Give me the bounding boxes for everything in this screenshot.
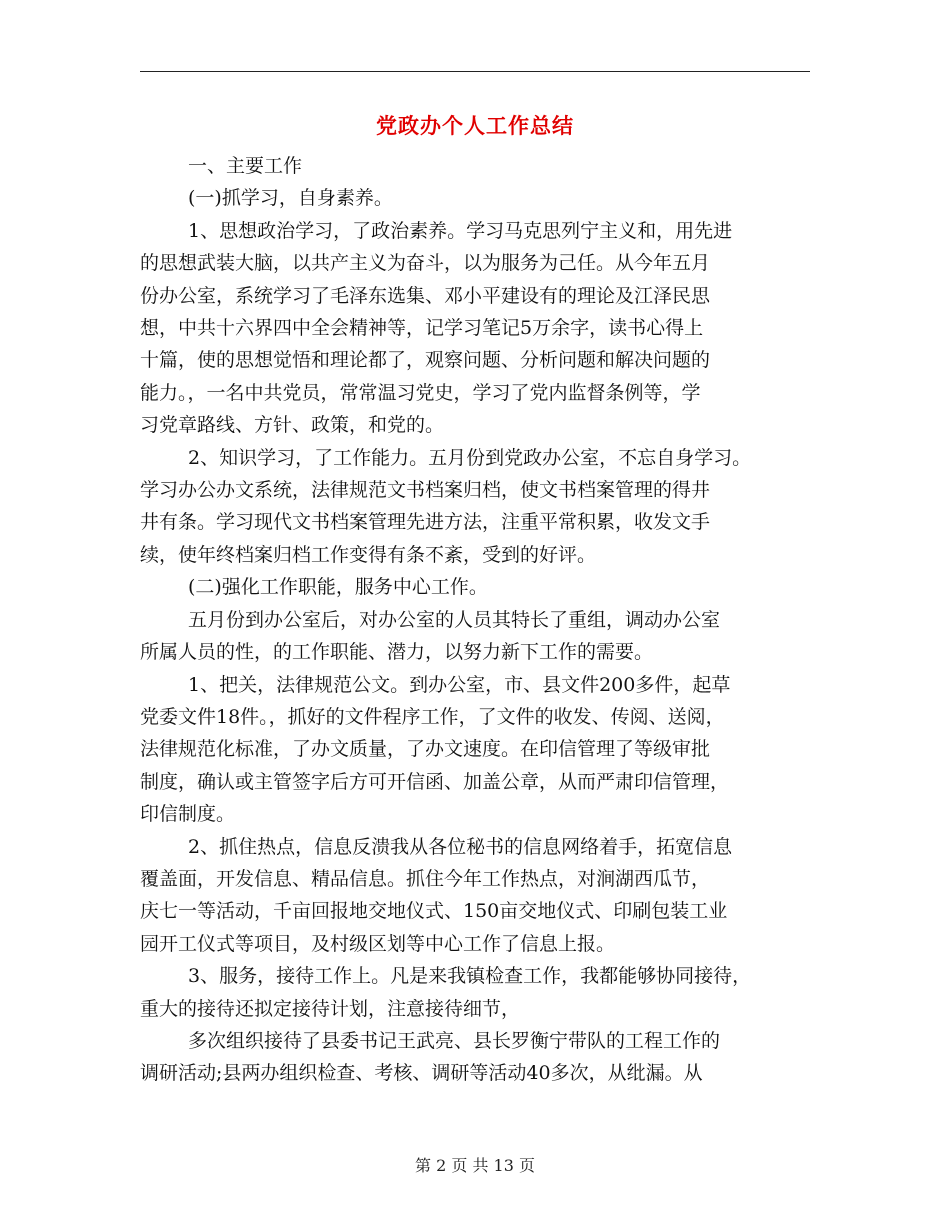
text-line: 印信制度。 — [140, 803, 236, 826]
text-line: 党委文件18件。，抓好的文件程序工作，了文件的收发、传阅、送阅， — [140, 705, 725, 728]
header-rule — [140, 71, 810, 72]
text-line: 调研活动;县两办组织检查、考核、调研等活动40多次，从纰漏。从 — [140, 1062, 703, 1085]
document-body — [140, 150, 820, 1090]
text-line: (二)强化工作职能，服务中心工作。 — [188, 576, 488, 599]
text-line: 1、把关，法律规范公文。到办公室，市、县文件200多件，起草 — [188, 673, 731, 696]
text-line: 2、知识学习，了工作能力。五月份到党政办公室，不忘自身学习。 — [188, 446, 752, 469]
text-line: 份办公室，系统学习了毛泽东选集、邓小平建设有的理论及江泽民思 — [140, 284, 711, 307]
text-line: (一)抓学习，自身素养。 — [188, 187, 393, 210]
text-line: 多次组织接待了县委书记王武亮、县长罗衡宁带队的工程工作的 — [188, 1029, 721, 1052]
text-line: 2、抓住热点，信息反溃我从各位秘书的信息网络着手，拓宽信息 — [188, 835, 733, 858]
text-line: 习党章路线、方针、政策，和党的。 — [140, 414, 445, 437]
text-line: 覆盖面，开发信息、精品信息。抓住今年工作热点，对涧湖西瓜节， — [140, 867, 711, 890]
text-line: 的思想武装大脑，以共产主义为奋斗，以为服务为己任。从今年五月 — [140, 252, 711, 275]
text-line: 重大的接待还拟定接待计划，注意接待细节， — [140, 997, 521, 1020]
text-line: 3、服务，接待工作上。凡是来我镇检查工作，我都能够协同接待， — [188, 965, 752, 988]
text-line: 井有条。学习现代文书档案管理先进方法，注重平常积累，收发文手 — [140, 511, 711, 534]
page-number: 第 2 页 共 13 页 — [415, 1156, 535, 1175]
text-line: 制度，确认或主管签字后方可开信函、加盖公章，从而严肃印信管理， — [140, 770, 730, 793]
text-line: 想，中共十六界四中全会精神等，记学习笔记5万余字，读书心得上 — [140, 317, 704, 340]
text-line: 十篇，使的思想觉悟和理论都了，观察问题、分析问题和解决问题的 — [140, 349, 711, 372]
text-line: 一、主要工作 — [188, 155, 303, 177]
text-line: 园开工仪式等项目，及村级区划等中心工作了信息上报。 — [140, 932, 616, 955]
text-line: 所属人员的性，的工作职能、潜力，以努力新下工作的需要。 — [140, 641, 654, 664]
text-line: 庆七一等活动，千亩回报地交地仪式、150亩交地仪式、印刷包装工业 — [140, 900, 728, 923]
text-line: 五月份到办公室后，对办公室的人员其特长了重组，调动办公室 — [188, 608, 721, 631]
text-line: 1、思想政治学习，了政治素养。学习马克思列宁主义和，用先进 — [188, 219, 733, 242]
text-line: 法律规范化标准，了办文质量，了办文速度。在印信管理了等级审批 — [140, 738, 711, 761]
text-line: 学习办公办文系统，法律规范文书档案归档，使文书档案管理的得井 — [140, 479, 711, 502]
document-title: 党政办个人工作总结 — [376, 114, 574, 138]
text-line: 能力。，一名中共党员，常常温习党史，学习了党内监督条例等，学 — [140, 381, 701, 404]
text-line: 续，使年终档案归档工作变得有条不紊，受到的好评。 — [140, 543, 597, 566]
